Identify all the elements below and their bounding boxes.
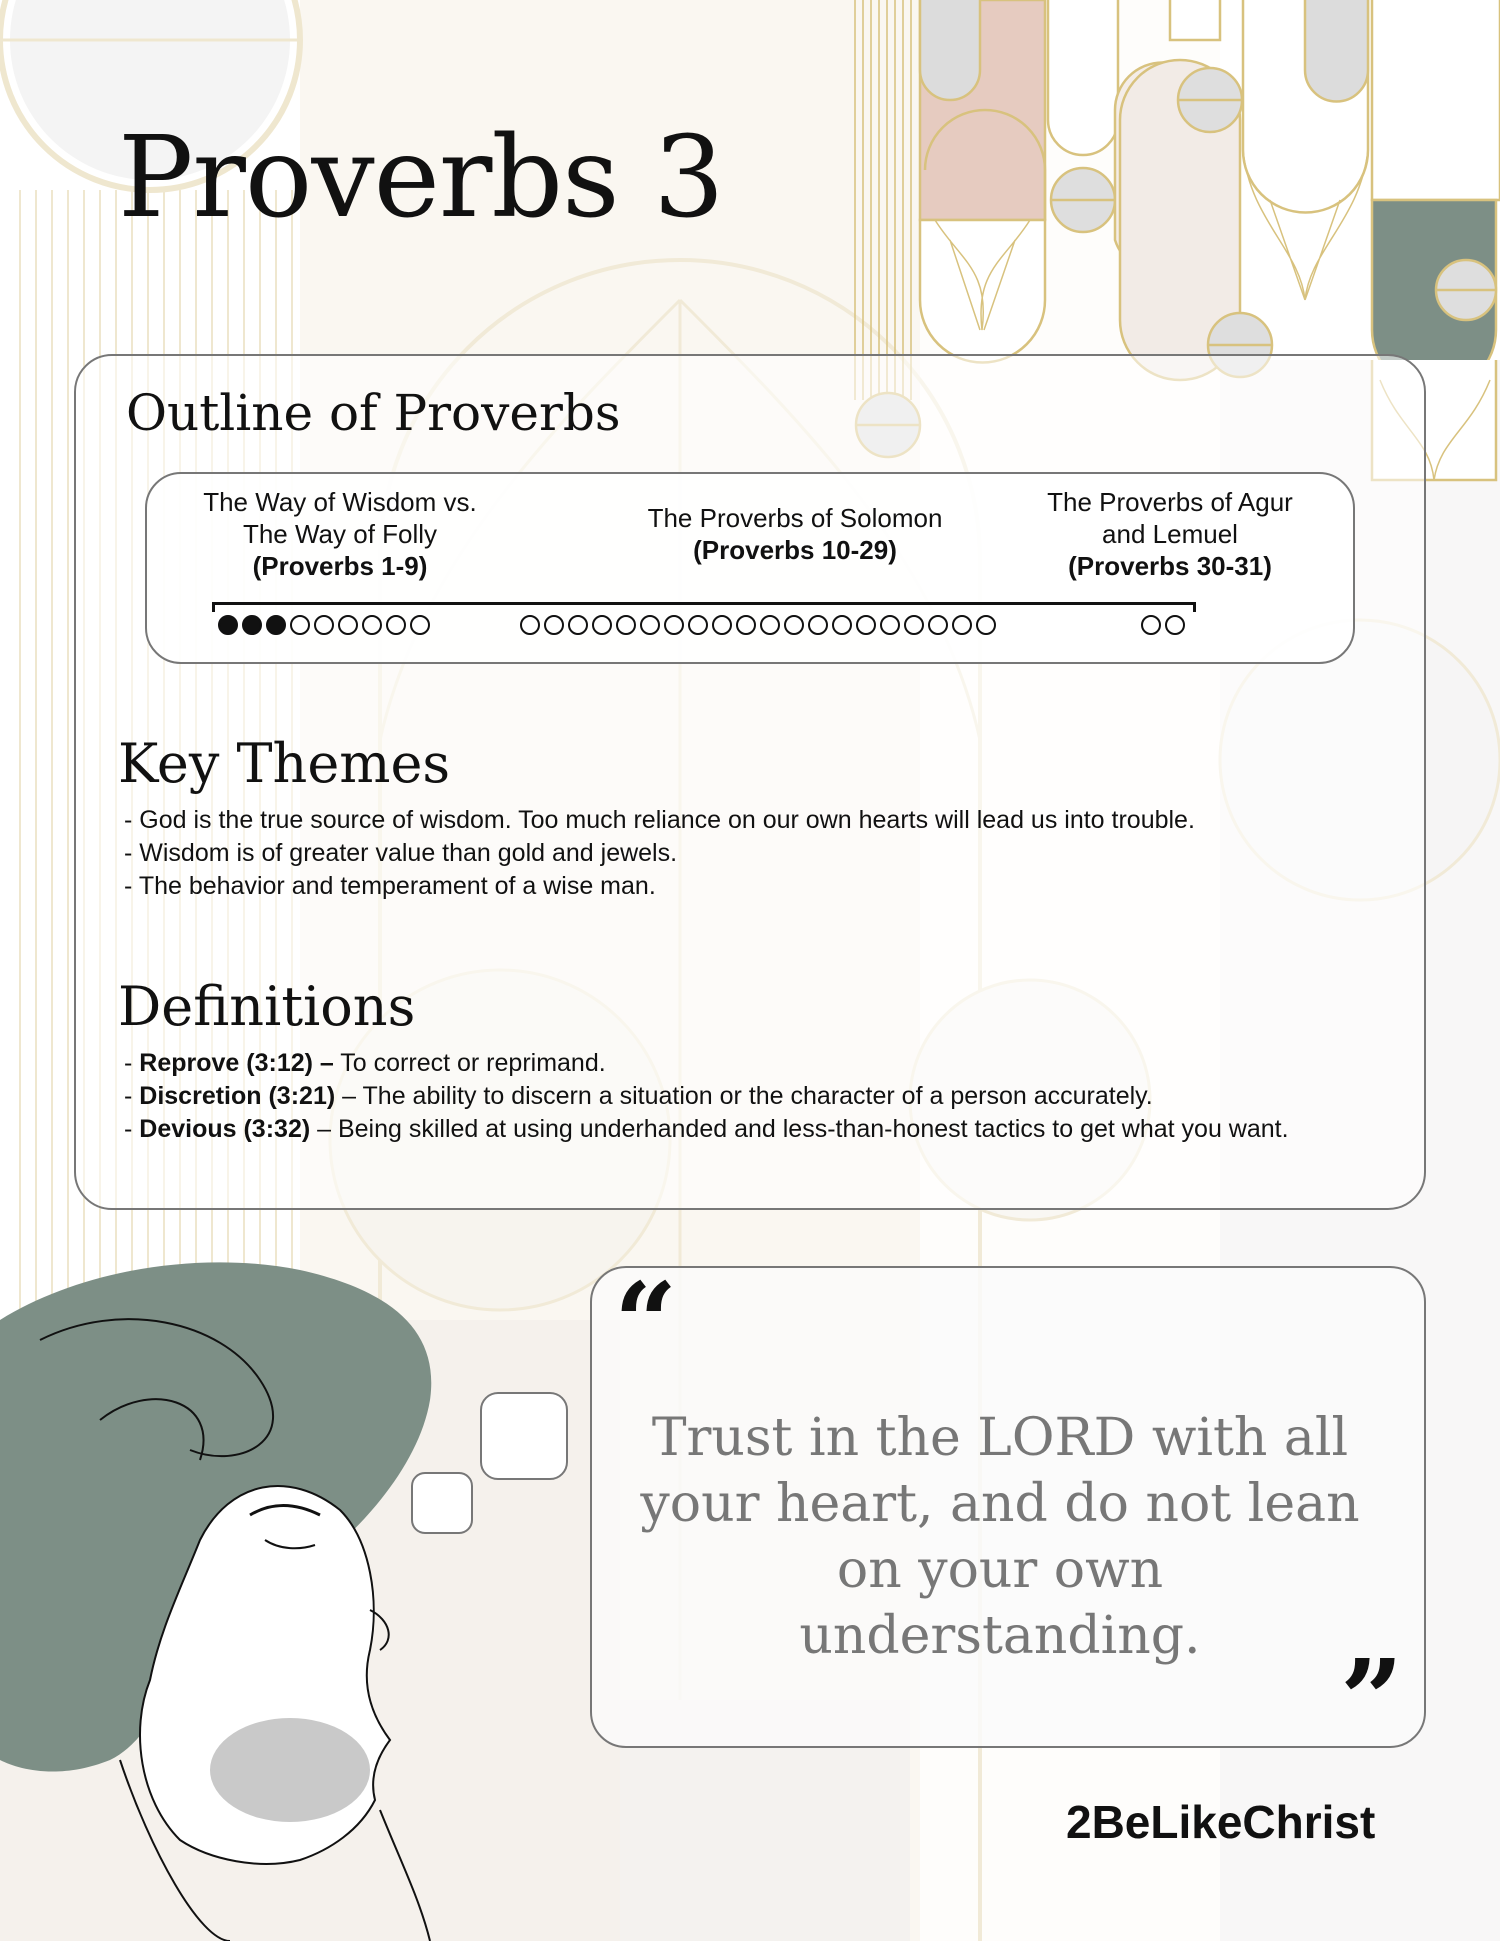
thought-bubble-small	[411, 1472, 473, 1534]
chapter-dot	[928, 615, 948, 635]
chapter-dot	[976, 615, 996, 635]
chapter-dot	[736, 615, 756, 635]
chapter-dots-10-29	[520, 615, 996, 635]
section-title-line1: The Proverbs of Agur	[1047, 487, 1293, 517]
outline-section-wisdom-vs-folly	[170, 486, 510, 582]
chapter-dot-filled	[218, 615, 238, 635]
section-title-line1: The Proverbs of Solomon	[647, 503, 943, 533]
close-quote-icon: ”	[1340, 1635, 1404, 1764]
section-title-line1: The Way of Wisdom vs.	[203, 487, 477, 517]
definition-term: Devious (3:32)	[139, 1115, 311, 1143]
section-title-line2: The Way of Folly	[242, 519, 438, 549]
section-title-line2: and Lemuel	[1102, 519, 1238, 549]
key-themes-list	[124, 804, 1195, 903]
bullet-dash: -	[124, 1115, 140, 1143]
definitions-list	[124, 1047, 1289, 1146]
chapter-dot	[1141, 615, 1161, 635]
definition-text: To correct or reprimand.	[333, 1049, 606, 1077]
section-reference: (Proverbs 30-31)	[1068, 551, 1272, 581]
chapter-dot	[544, 615, 564, 635]
chapter-dot	[664, 615, 684, 635]
chapter-dot-filled	[242, 615, 262, 635]
chapter-dot	[362, 615, 382, 635]
chapter-dot	[520, 615, 540, 635]
chapter-dot-filled	[266, 615, 286, 635]
timeline-bracket	[212, 602, 1196, 612]
chapter-dot	[832, 615, 852, 635]
definition-item	[124, 1080, 1289, 1113]
chapter-dot	[616, 615, 636, 635]
chapter-dot	[760, 615, 780, 635]
chapter-dots-1-9	[218, 615, 430, 635]
chapter-dot	[712, 615, 732, 635]
chapter-dot	[338, 615, 358, 635]
definition-text: – The ability to discern a situation or the character of a person accurately.	[335, 1082, 1153, 1110]
chapter-dot	[880, 615, 900, 635]
open-quote-icon: “	[614, 1258, 678, 1387]
list-item: - God is the true source of wisdom. Too much reliance on our own hearts will lead us into trouble.	[124, 806, 1195, 834]
chapter-dot	[568, 615, 588, 635]
chapter-dot	[1165, 615, 1185, 635]
definition-term: Reprove (3:12) –	[139, 1049, 334, 1077]
chapter-dot	[808, 615, 828, 635]
brand-logo-text: 2BeLikeChrist	[1066, 1796, 1376, 1848]
chapter-dots-30-31	[1141, 615, 1185, 635]
chapter-dot	[640, 615, 660, 635]
section-reference: (Proverbs 10-29)	[693, 535, 897, 565]
page-title: Proverbs 3	[118, 113, 724, 243]
definitions-heading: Definitions	[118, 975, 416, 1038]
definition-item	[124, 1113, 1289, 1146]
outline-section-solomon	[620, 502, 970, 566]
outline-heading: Outline of Proverbs	[126, 384, 621, 442]
chapter-dot	[688, 615, 708, 635]
outline-section-agur-lemuel	[1020, 486, 1320, 582]
chapter-dot	[904, 615, 924, 635]
chapter-dot	[592, 615, 612, 635]
definition-item	[124, 1047, 1289, 1080]
bullet-dash: -	[124, 1049, 140, 1077]
chapter-dot	[952, 615, 972, 635]
definition-term: Discretion (3:21)	[139, 1082, 336, 1110]
thought-bubble-large	[480, 1392, 568, 1480]
bullet-dash: -	[124, 1082, 140, 1110]
definition-text: – Being skilled at using underhanded and less-than-honest tactics to get what you want.	[310, 1115, 1289, 1143]
chapter-dot	[290, 615, 310, 635]
chapter-dot	[784, 615, 804, 635]
section-reference: (Proverbs 1-9)	[252, 551, 428, 581]
list-item: - The behavior and temperament of a wise man.	[124, 872, 656, 900]
chapter-dot	[410, 615, 430, 635]
chapter-dot	[386, 615, 406, 635]
list-item: - Wisdom is of greater value than gold and jewels.	[124, 839, 678, 867]
quote-text: Trust in the LORD with all your heart, and do not lean on your own understanding.	[640, 1408, 1360, 1666]
chapter-dot	[314, 615, 334, 635]
chapter-dot	[856, 615, 876, 635]
key-themes-heading: Key Themes	[118, 732, 451, 795]
